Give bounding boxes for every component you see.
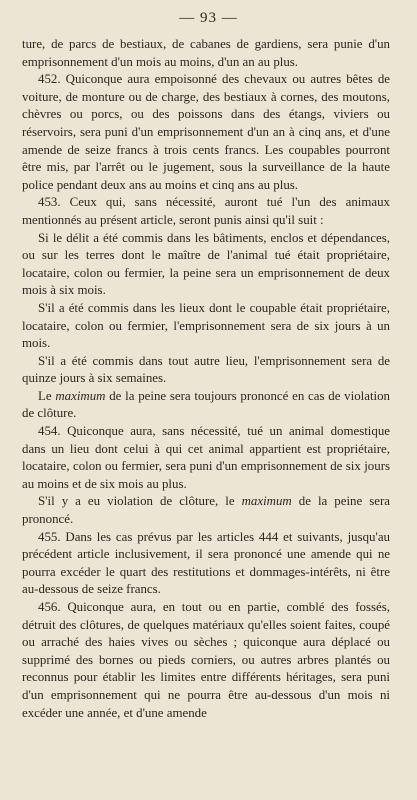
page-text — [22, 36, 390, 722]
text-span: S'il y a eu violation de clôture, le — [38, 494, 242, 509]
article-456: 456. Quiconque aura, en tout ou en partie, comblé des fossés, détruit des clôtures, de quelques matériaux qu'elles soient faites, coupé ou arraché des haies vives ou sèches ; quiconque aura déplacé ou supprimé des bornes ou pieds corniers, ou autres arbres plantés ou reconnus pour établir les limites entre différents héritages, sera puni d'un emprisonnement qui ne pourra être au-dessous d'un mois ni excéder une année, et d'une amende — [22, 600, 390, 720]
page-number: — 93 — — [179, 10, 238, 26]
text-span: de la peine sera toujours prononcé en cas de violation de clôture. — [22, 388, 390, 421]
text-span: Le — [38, 388, 56, 403]
article-454: 454. Quiconque aura, sans nécessité, tué un animal domestique dans un lieu dont celui à qui cet animal appartient est propriétaire, locataire, colon ou fermier, sera puni d'un emprisonnement de six jours au moins et de six mois au plus. — [22, 424, 390, 491]
article-452: 452. Quiconque aura empoisonné des chevaux ou autres bêtes de voiture, de monture ou de charge, des bestiaux à cornes, des moutons, chèvres ou porcs, ou des poissons dans des étangs, viviers ou réservoirs, sera puni d'un emprisonnement d'un an à cinq ans, et d'une amende de seize francs à trois cents francs. Les coupables pourront être mis, par l'arrêt ou le jugement, sous la surveillance de la haute police pendant deux ans au moins et cinq ans au plus. — [22, 72, 390, 192]
paragraph: Si le délit a été commis dans les bâtiments, enclos et dépendances, ou sur les terres dont le maître de l'animal tué était propriétaire, locataire, colon ou fermier, la peine sera un emprisonnement de deux mois à six mois. — [22, 230, 390, 298]
article-453: 453. Ceux qui, sans nécessité, auront tué l'un des animaux mentionnés au présent article, seront punis ainsi qu'il suit : — [22, 195, 390, 227]
italic-term: maximum — [241, 494, 292, 509]
paragraph — [22, 388, 390, 423]
article-455: 455. Dans les cas prévus par les articles 444 et suivants, jusqu'au précédent article inclusivement, il sera prononcé une amende qui ne pourra excéder le quart des restitutions et dommages-intérêts, ni être au-dessous de seize francs. — [22, 529, 390, 597]
italic-term: maximum — [55, 388, 106, 403]
paragraph — [22, 493, 390, 528]
paragraph: S'il a été commis dans tout autre lieu, l'emprisonnement sera de quinze jours à six semaines. — [22, 353, 390, 386]
paragraph: S'il a été commis dans les lieux dont le coupable était propriétaire, locataire, colon ou fermier, l'emprisonnement sera de six jours à un mois. — [22, 300, 390, 351]
paragraph-continuation: ture, de parcs de bestiaux, de cabanes de gardiens, sera punie d'un emprisonnement d'un mois au moins, d'un an au plus. — [22, 37, 390, 69]
text-span: de la peine sera prononcé. — [22, 494, 390, 527]
